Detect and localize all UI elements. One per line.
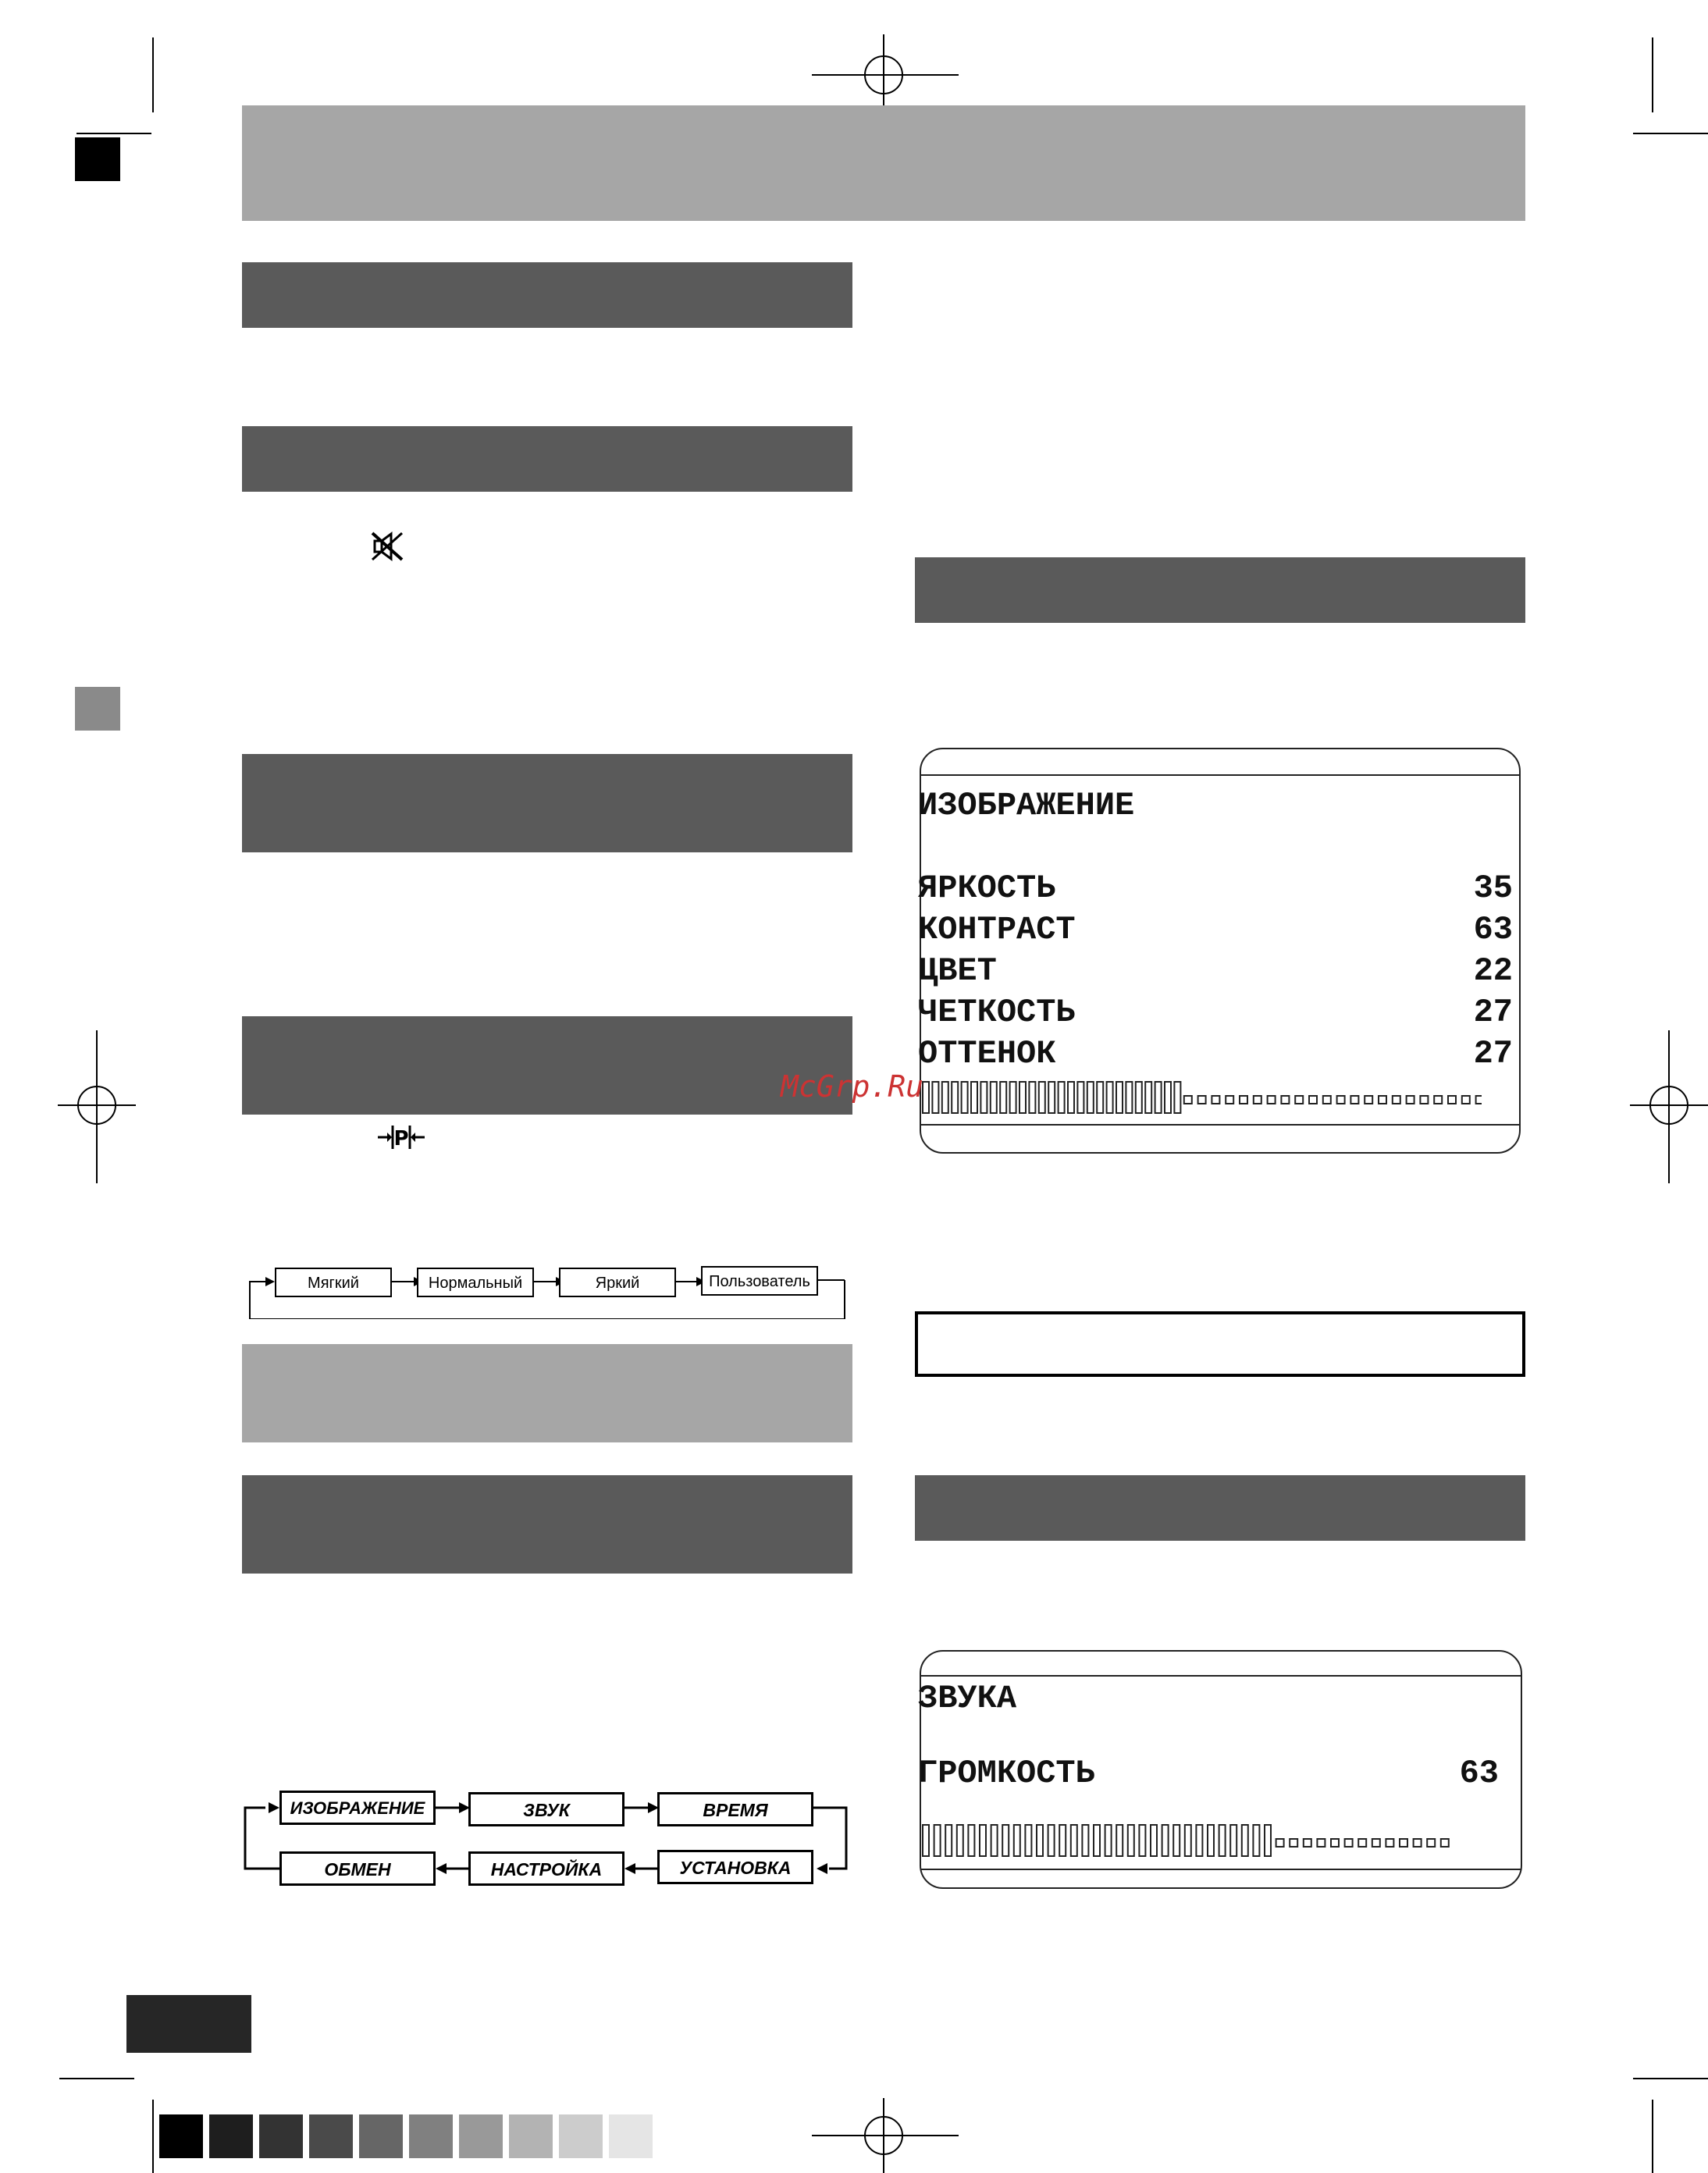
level-tick-empty	[1323, 1096, 1331, 1104]
level-tick-filled	[980, 1825, 986, 1856]
level-tick-filled	[1014, 1825, 1020, 1856]
level-tick-filled	[1116, 1825, 1123, 1856]
level-tick-empty	[1281, 1096, 1289, 1104]
note-box	[915, 1311, 1525, 1377]
level-tick-filled	[1162, 1825, 1169, 1856]
osd-row-value: 27	[1473, 994, 1513, 1031]
level-tick-filled	[1071, 1825, 1077, 1856]
level-tick-filled	[1048, 1825, 1055, 1856]
level-tick-filled	[945, 1825, 952, 1856]
level-tick-filled	[1165, 1082, 1171, 1113]
level-tick-filled	[1139, 1825, 1145, 1856]
level-tick-empty	[1386, 1839, 1393, 1847]
level-tick-empty	[1462, 1096, 1470, 1104]
level-tick-empty	[1434, 1096, 1442, 1104]
level-tick-filled	[991, 1825, 998, 1856]
level-tick-filled	[1265, 1825, 1271, 1856]
registration-mark-bottom	[804, 2098, 960, 2173]
level-tick-filled	[1128, 1825, 1134, 1856]
osd-row-label: ЦВЕТ	[918, 952, 997, 990]
level-tick-filled	[1155, 1082, 1162, 1113]
level-tick-empty	[1407, 1096, 1414, 1104]
color-swatch	[259, 2114, 303, 2158]
level-tick-filled	[1107, 1082, 1113, 1113]
level-tick-filled	[923, 1825, 929, 1856]
level-tick-empty	[1427, 1839, 1435, 1847]
registration-mark-right	[1630, 1030, 1708, 1183]
menu-box-exchange: ОБМЕН	[279, 1851, 436, 1886]
level-tick-empty	[1393, 1096, 1400, 1104]
level-tick-filled	[991, 1082, 997, 1113]
mode-box-soft: Мягкий	[275, 1268, 392, 1297]
section-heading-bar-5	[242, 1475, 852, 1574]
color-swatch	[159, 2114, 203, 2158]
level-tick-filled	[1068, 1082, 1074, 1113]
color-swatch	[359, 2114, 403, 2158]
level-tick-empty	[1212, 1096, 1219, 1104]
page-number-tab	[126, 1995, 251, 2053]
level-tick-filled	[1253, 1825, 1259, 1856]
level-tick-empty	[1414, 1839, 1422, 1847]
level-tick-filled	[1002, 1825, 1009, 1856]
watermark: McGrp.Ru	[781, 1069, 924, 1104]
level-tick-empty	[1240, 1096, 1247, 1104]
registration-mark-top	[804, 34, 960, 112]
level-tick-filled	[1082, 1825, 1088, 1856]
sound-level-bar	[920, 1822, 1482, 1861]
osd-row-value: 22	[1473, 952, 1513, 990]
menu-box-sound: ЗВУК	[468, 1792, 624, 1826]
osd-row-value: 63	[1473, 911, 1513, 948]
level-tick-filled	[962, 1082, 968, 1113]
level-tick-filled	[1208, 1825, 1214, 1856]
level-tick-filled	[1029, 1082, 1035, 1113]
level-tick-filled	[1126, 1082, 1132, 1113]
menu-box-picture: ИЗОБРАЖЕНИЕ	[279, 1791, 436, 1825]
section-heading-bar-right-2	[915, 1475, 1525, 1541]
mode-box-user: Пользователь	[701, 1266, 818, 1296]
sound-osd-title: ЗВУКА	[918, 1680, 1017, 1717]
level-tick-empty	[1309, 1096, 1317, 1104]
level-tick-empty	[1379, 1096, 1386, 1104]
section-tab-black	[75, 137, 120, 181]
osd-row-label: ОТТЕНОК	[918, 1035, 1056, 1072]
level-tick-filled	[1151, 1825, 1157, 1856]
level-tick-filled	[952, 1082, 958, 1113]
section-heading-bar-4	[242, 1016, 852, 1115]
osd-row-label: ГРОМКОСТЬ	[918, 1755, 1095, 1792]
level-tick-filled	[980, 1082, 987, 1113]
level-tick-filled	[1059, 1082, 1065, 1113]
level-tick-filled	[1105, 1825, 1112, 1856]
level-tick-empty	[1345, 1839, 1353, 1847]
osd-row-label: ЧЕТКОСТЬ	[918, 994, 1076, 1031]
section-heading-bar-1	[242, 262, 852, 328]
color-swatch	[559, 2114, 603, 2158]
level-tick-empty	[1441, 1839, 1449, 1847]
mode-box-normal: Нормальный	[417, 1268, 534, 1297]
level-tick-filled	[932, 1082, 938, 1113]
mode-box-bright: Яркий	[559, 1268, 676, 1297]
level-tick-empty	[1331, 1839, 1339, 1847]
level-tick-empty	[1337, 1096, 1345, 1104]
level-tick-filled	[1219, 1825, 1226, 1856]
osd-row-value: 35	[1473, 870, 1513, 907]
level-tick-empty	[1184, 1096, 1192, 1104]
level-tick-empty	[1420, 1096, 1428, 1104]
menu-box-tuning: НАСТРОЙКА	[468, 1851, 624, 1886]
level-tick-filled	[971, 1082, 977, 1113]
level-tick-empty	[1226, 1096, 1233, 1104]
section-heading-bar-2	[242, 426, 852, 492]
level-tick-filled	[1025, 1825, 1031, 1856]
level-tick-empty	[1476, 1096, 1482, 1104]
color-swatch	[409, 2114, 453, 2158]
level-tick-filled	[968, 1825, 974, 1856]
level-tick-empty	[1350, 1096, 1358, 1104]
level-tick-filled	[942, 1082, 948, 1113]
level-tick-empty	[1295, 1096, 1303, 1104]
section-heading-bar-right-1	[915, 557, 1525, 623]
level-tick-filled	[1242, 1825, 1248, 1856]
level-tick-filled	[934, 1825, 941, 1856]
osd-row-value: 27	[1473, 1035, 1513, 1072]
level-tick-empty	[1365, 1096, 1372, 1104]
level-tick-empty	[1372, 1839, 1380, 1847]
level-tick-filled	[1087, 1082, 1094, 1113]
level-tick-filled	[1116, 1082, 1123, 1113]
level-tick-filled	[1185, 1825, 1191, 1856]
level-tick-filled	[1000, 1082, 1006, 1113]
level-tick-empty	[1198, 1096, 1206, 1104]
level-tick-empty	[1358, 1839, 1366, 1847]
page-header-banner	[242, 105, 1525, 221]
level-tick-filled	[923, 1082, 929, 1113]
level-tick-filled	[1173, 1825, 1180, 1856]
chapter-heading-bar	[242, 1344, 852, 1442]
mute-icon	[370, 531, 404, 562]
level-tick-empty	[1268, 1096, 1276, 1104]
level-tick-filled	[1059, 1825, 1066, 1856]
level-tick-filled	[1174, 1082, 1180, 1113]
level-tick-empty	[1400, 1839, 1407, 1847]
color-swatch	[209, 2114, 253, 2158]
picture-osd-title: ИЗОБРАЖЕНИЕ	[918, 787, 1135, 824]
registration-mark-left	[58, 1030, 136, 1183]
picture-mode-p-icon	[378, 1124, 425, 1151]
menu-box-time: ВРЕМЯ	[657, 1792, 813, 1826]
level-tick-empty	[1276, 1839, 1284, 1847]
color-swatch	[609, 2114, 653, 2158]
level-tick-filled	[1094, 1825, 1100, 1856]
menu-box-setup: УСТАНОВКА	[657, 1850, 813, 1884]
level-tick-filled	[1077, 1082, 1084, 1113]
color-swatch	[509, 2114, 553, 2158]
color-swatch	[459, 2114, 503, 2158]
level-tick-empty	[1304, 1839, 1311, 1847]
level-tick-filled	[1010, 1082, 1016, 1113]
level-tick-filled	[1019, 1082, 1026, 1113]
level-tick-filled	[1039, 1082, 1045, 1113]
level-tick-filled	[1145, 1082, 1151, 1113]
level-tick-empty	[1317, 1839, 1325, 1847]
level-tick-empty	[1448, 1096, 1456, 1104]
level-tick-filled	[1196, 1825, 1202, 1856]
osd-row-label: КОНТРАСТ	[918, 911, 1076, 948]
level-tick-filled	[1136, 1082, 1142, 1113]
section-heading-bar-3	[242, 754, 852, 852]
level-tick-filled	[1048, 1082, 1055, 1113]
level-tick-filled	[1230, 1825, 1237, 1856]
svg-text:P: P	[393, 1127, 409, 1151]
level-tick-filled	[1037, 1825, 1043, 1856]
level-tick-empty	[1290, 1839, 1297, 1847]
osd-row-value: 63	[1459, 1755, 1499, 1792]
color-swatch	[309, 2114, 353, 2158]
level-tick-empty	[1254, 1096, 1261, 1104]
picture-level-bar	[920, 1079, 1482, 1119]
level-tick-filled	[1097, 1082, 1103, 1113]
osd-row-label: ЯРКОСТЬ	[918, 870, 1056, 907]
section-tab-gray	[75, 687, 120, 731]
level-tick-filled	[957, 1825, 963, 1856]
